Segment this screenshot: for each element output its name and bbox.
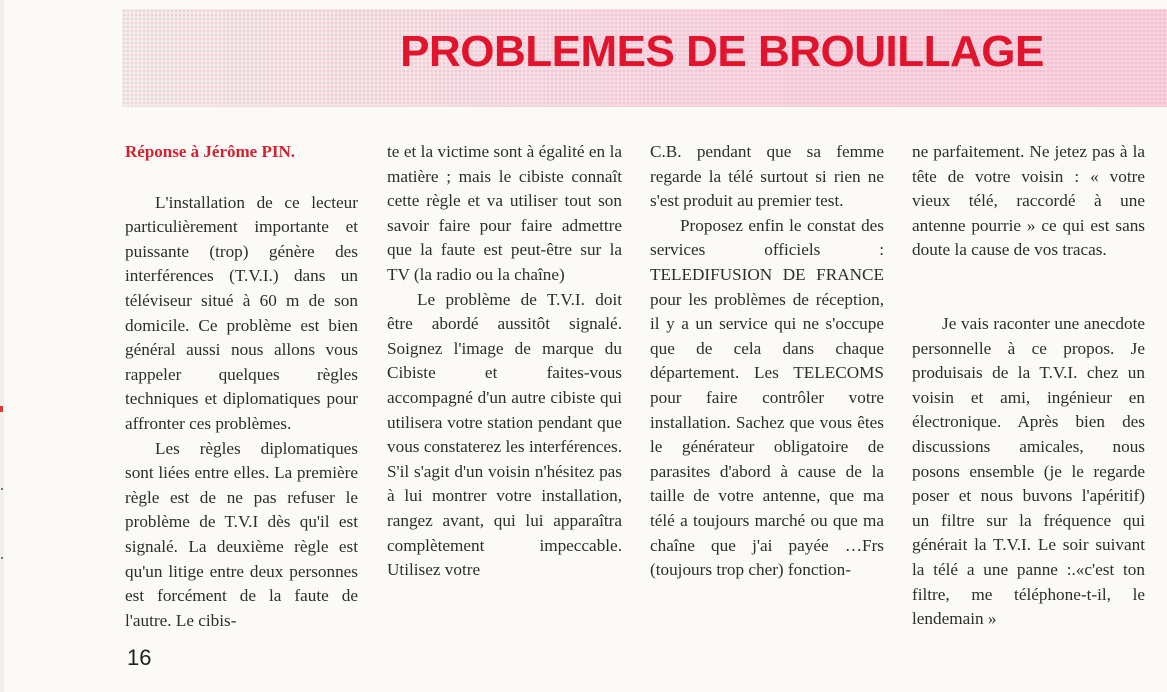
page-number: 16	[127, 645, 152, 670]
edge-color-mark	[0, 406, 3, 412]
paragraph: ne parfaitement. Ne jetez pas à la tête de votre voisin : « votre vieux télé, raccordé à une antenne pourrie » ce qui est sans doute la cause de vos tracas.	[912, 142, 1145, 260]
edge-dot	[1, 488, 3, 490]
paragraph: Les règles diplomatiques sont liées entre elles. La première règle est de ne pas refuser le problème de T.V.I dès qu'il est signalé. La deuxième règle est qu'un litige entre deux personnes est forcément de la faute de l'autre. Le cibis-	[125, 438, 358, 630]
paragraph: Le problème de T.V.I. doit être abordé aussitôt signalé. Soignez l'image de marque du Cibiste et faites-vous accompagné d'un autre cibiste qui utilisera votre station pendant que vous constaterez les interférences. S'il s'agit d'un voisin n'hésitez pas à lui montrer votre installation, rangez avant, qui lui apparaîtra complètement impeccable. Utilisez votre	[387, 289, 622, 580]
paragraph: Je vais raconter une anecdote personnelle à ce propos. Je produisais de la T.V.I. chez un voisin et ami, ingénieur en électronique. Après bien des discussions amicales, nous posons ensemble (je le regarde poser et nous buvons l'apéritif) un filtre sur la fréquence qui générait la T.V.I. Le soir suivant la télé a une panne :.«c'est ton filtre, me téléphone-t-il, le lendemain »	[912, 313, 1145, 629]
paragraph: Proposez enfin le constat des services officiels : TELEDIFUSION DE FRANCE pour les problèmes de réception, il y a un service qui ne s'occupe que de cela dans chaque département. Les TELECOMS pour faire contrôler votre installation. Sachez que vous êtes le générateur obligatoire de parasites d'abord à cause de la taille de votre antenne, que ma télé a toujours marché ou que ma chaîne que j'ai payée …Frs (toujours trop cher) fonction-	[650, 215, 884, 580]
paragraph: te et la victime sont à égalité en la matière ; mais le cibiste connaît cette règle et va utiliser tout son savoir faire pour faire admettre que la faute est peut-être sur la TV (la radio ou la chaîne)	[387, 142, 622, 284]
paragraph: C.B. pendant que sa femme regarde la télé surtout si rien ne s'est produit au premier test.	[650, 142, 884, 211]
edge-dot	[1, 557, 3, 559]
article-column-1	[125, 140, 358, 633]
article-column-3	[650, 140, 884, 583]
article-byline: Réponse à Jérôme PIN.	[125, 142, 295, 161]
title-banner	[122, 9, 1167, 107]
article-column-2	[387, 140, 622, 583]
article-title: PROBLEMES DE BROUILLAGE	[400, 27, 1044, 76]
paragraph: L'installation de ce lecteur particulièrement importante et puissante (trop) génère des interférences (T.V.I.) dans un téléviseur situé à 60 m de son domicile. Ce problème est bien général aussi nous allons vous rappeler quelques règles techniques et diplomatiques pour affronter ces problèmes.	[125, 192, 358, 433]
page-left-edge	[0, 0, 4, 692]
article-column-4	[912, 140, 1145, 632]
